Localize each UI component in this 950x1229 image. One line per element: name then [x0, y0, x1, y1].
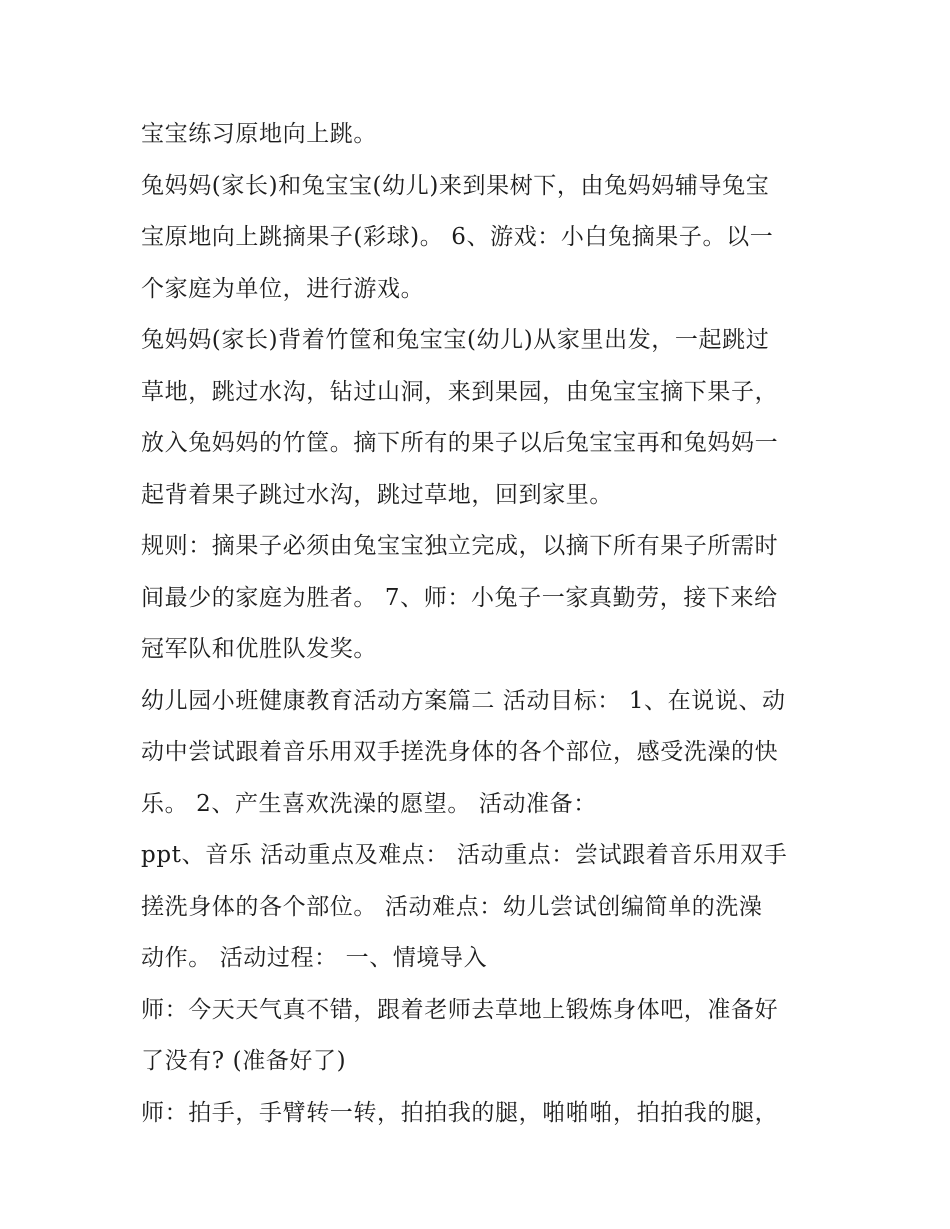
text-line: 兔妈妈(家长)和兔宝宝(幼儿)来到果树下，由兔妈妈辅导兔宝: [141, 172, 770, 199]
text-line: 动作。 活动过程： 一、情境导入: [141, 945, 488, 971]
text-line: 兔妈妈(家长)背着竹筐和兔宝宝(幼儿)从家里出发，一起跳过: [141, 327, 770, 353]
text-line: 宝宝练习原地向上跳。: [141, 121, 377, 147]
text-line: 师：拍手，手臂转一转，拍拍我的腿，啪啪啪，拍拍我的腿，: [141, 1099, 779, 1126]
document-body: [141, 109, 821, 1139]
text-line: 了没有? (准备好了): [141, 1048, 347, 1074]
text-line: 搓洗身体的各个部位。 活动难点：幼儿尝试创编简单的洗澡: [141, 893, 763, 920]
text-line: 间最少的家庭为胜者。 7、师：小兔子一家真勤劳，接下来给: [141, 584, 778, 611]
text-line: 放入兔妈妈的竹筐。摘下所有的果子以后兔宝宝再和兔妈妈一: [141, 430, 779, 456]
text-line: 冠军队和优胜队发奖。: [141, 636, 377, 662]
text-line: 幼儿园小班健康教育活动方案篇二 活动目标： 1、在说说、动: [141, 687, 786, 714]
text-line: 起背着果子跳过水沟，跳过草地，回到家里。: [141, 481, 613, 508]
text-line: 草地，跳过水沟，钻过山洞，来到果园，由兔宝宝摘下果子，: [141, 378, 779, 405]
text-line: 乐。 2、产生喜欢洗澡的愿望。 活动准备：: [141, 790, 597, 817]
text-line: ppt、音乐 活动重点及难点： 活动重点：尝试跟着音乐用双手: [141, 842, 788, 868]
text-line: 师：今天天气真不错，跟着老师去草地上锻炼身体吧，准备好: [141, 996, 779, 1023]
text-line: 个家庭为单位，进行游戏。: [141, 275, 425, 302]
text-line: 规则：摘果子必须由兔宝宝独立完成，以摘下所有果子所需时: [141, 533, 779, 559]
text-line: 宝原地向上跳摘果子(彩球)。 6、游戏：小白兔摘果子。以一: [141, 224, 774, 250]
text-line: 动中尝试跟着音乐用双手搓洗身体的各个部位，感受洗澡的快: [141, 739, 779, 765]
